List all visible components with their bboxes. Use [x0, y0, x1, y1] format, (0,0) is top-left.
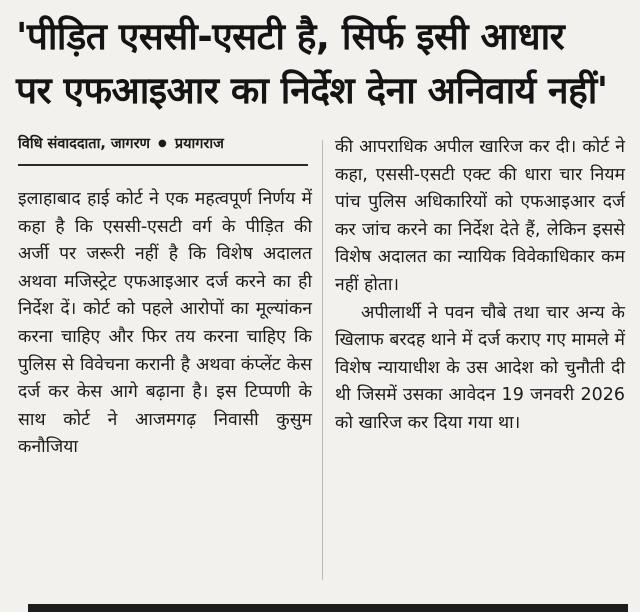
- byline-location: प्रयागराज: [174, 136, 224, 152]
- left-column: [18, 134, 312, 462]
- byline-separator: ●: [158, 138, 167, 149]
- right-paragraph-2: अपीलार्थी ने पवन चौबे तथा चार अन्य के खिलाफ बरदह थाने में दर्ज कराए गए मामले में विशेष न्यायाधीश के उस आदेश को चुनौती दी थी जिसमें उसका आवेदन 19 जनवरी 2026 को खारिज कर दिया गया था।: [335, 302, 625, 433]
- right-column: [335, 134, 625, 438]
- article-headline: [16, 10, 628, 118]
- headline-line-2: पर एफआइआर का निर्देश देना अनिवार्य नहीं': [16, 69, 608, 112]
- byline: [18, 134, 312, 154]
- column-separator: [322, 140, 323, 580]
- right-paragraph-1: की आपराधिक अपील खारिज कर दी। कोर्ट ने कहा, एससी-एसटी एक्ट की धारा चार नियम पांच पुलिस अधिकारियों को एफआइआर दर्ज कर जांच करने का निर्देश देते हैं, लेकिन इससे विशेष अदालत का न्यायिक विवेकाधिकार कम नहीं होता।: [335, 137, 625, 295]
- left-paragraph-1: इलाहाबाद हाई कोर्ट ने एक महत्वपूर्ण निर्णय में कहा है कि एससी-एसटी वर्ग के पीड़ित की अर्जी पर जरूरी नहीं है कि विशेष अदालत अथवा मजिस्ट्रेट एफआइआर दर्ज करने का ही निर्देश दें। कोर्ट को पहले आरोपों का मूल्यांकन करना चाहिए और फिर तय करना चाहिए कि पुलिस से विवेचना करानी है अथवा कंप्लेंट केस दर्ज कर केस आगे बढ़ाना है। इस टिप्पणी के साथ कोर्ट ने आजमगढ़ निवासी कुसुम कनौजिया: [18, 189, 312, 458]
- headline-line-1: 'पीड़ित एससी-एसटी है, सिर्फ इसी आधार: [16, 15, 565, 58]
- byline-author: विधि संवाददाता, जागरण: [18, 136, 150, 152]
- bottom-rule: [28, 604, 628, 612]
- byline-divider: [18, 164, 308, 166]
